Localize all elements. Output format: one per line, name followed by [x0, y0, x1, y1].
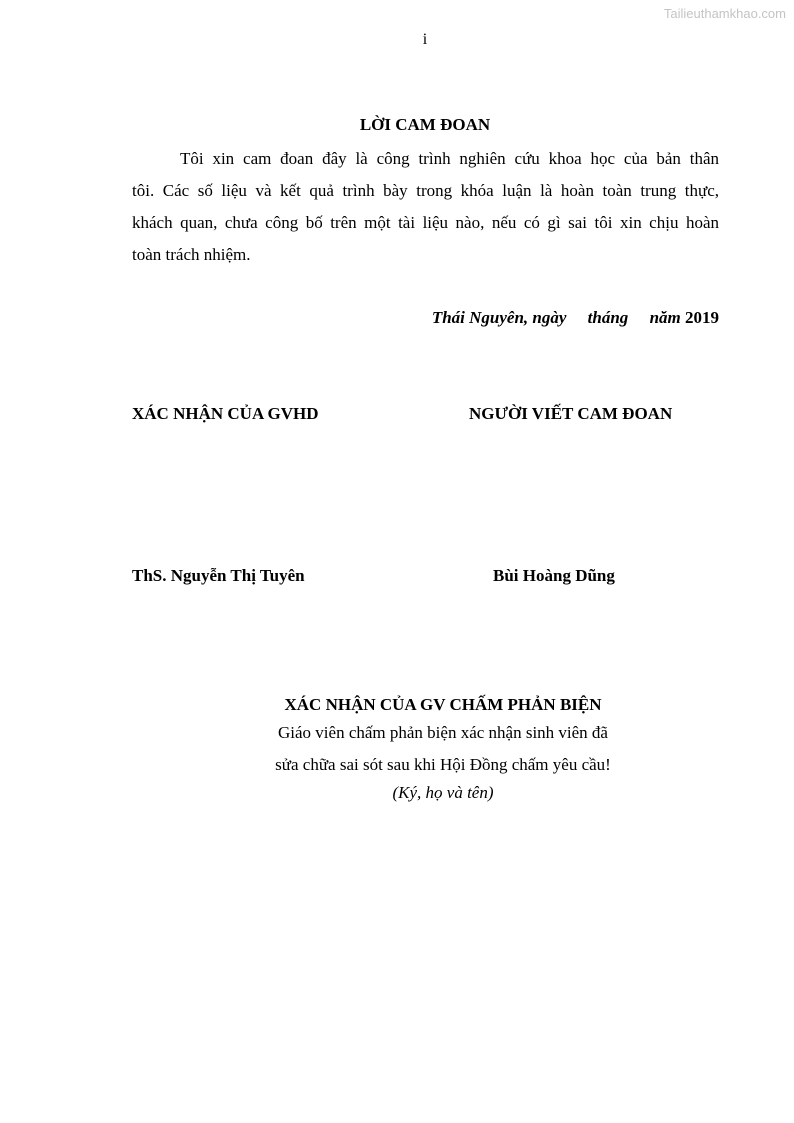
author-declaration-heading: NGƯỜI VIẾT CAM ĐOAN: [469, 404, 673, 423]
paragraph-line: Tôi xin cam đoan đây là công trình nghiên cứu khoa học của bản thân: [180, 149, 719, 168]
reviewer-text-line: sửa chữa sai sót sau khi Hội Đồng chấm yêu cầu!: [275, 755, 611, 774]
document-title: LỜI CAM ĐOAN: [359, 115, 491, 134]
date-year: 2019: [685, 308, 719, 327]
reviewer-confirmation-block: [200, 693, 686, 805]
page-number: i: [422, 31, 428, 48]
author-name: Bùi Hoàng Dũng: [493, 566, 615, 585]
date-line: [432, 308, 719, 328]
paragraph-line: toàn trách nhiệm.: [132, 245, 251, 264]
declaration-paragraph: [132, 143, 719, 271]
paragraph-line: khách quan, chưa công bố trên một tài liệu nào, nếu có gì sai tôi xin chịu hoàn: [132, 213, 719, 232]
supervisor-confirmation-heading: XÁC NHẬN CỦA GVHD: [132, 404, 319, 423]
date-month-label: tháng: [587, 308, 629, 327]
signature-note: (Ký, họ và tên): [392, 783, 494, 802]
watermark: Tailieuthamkhao.com: [663, 6, 786, 21]
reviewer-text-line: Giáo viên chấm phản biện xác nhận sinh viên đã: [278, 723, 608, 742]
reviewer-confirmation-heading: XÁC NHẬN CỦA GV CHẤM PHẢN BIỆN: [284, 695, 602, 714]
paragraph-line: tôi. Các số liệu và kết quả trình bày trong khóa luận là hoàn toàn trung thực,: [132, 181, 719, 200]
date-year-label: năm: [649, 308, 681, 327]
supervisor-name: ThS. Nguyễn Thị Tuyên: [132, 566, 305, 585]
date-prefix: Thái Nguyên, ngày: [431, 308, 567, 327]
